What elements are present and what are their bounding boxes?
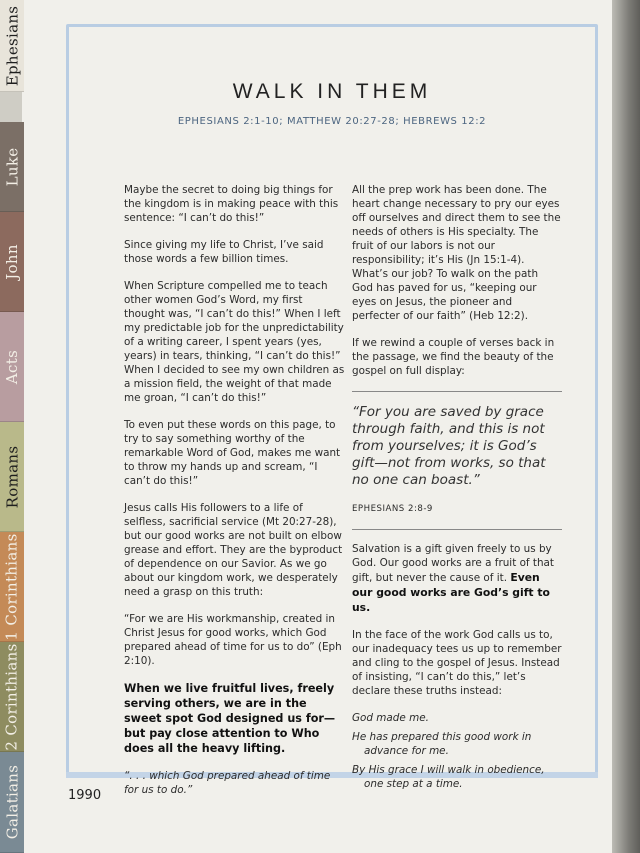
paragraph: If we rewind a couple of verses back in the passage, we find the beauty of the gospel on full display: (352, 337, 555, 377)
tab-galatians[interactable] (0, 752, 24, 853)
paragraph: In the face of the work God calls us to, our inadequacy tees us up to remember and cling to the gospel of Jesus. Instead of insisting, “I can’t do this,” let’s declare these truths instead: (352, 629, 562, 697)
declaration: He has prepared this good work in advance for me. (352, 731, 532, 757)
tab-john[interactable] (0, 212, 24, 312)
paragraph: “For we are His workmanship, created in Christ Jesus for good works, which God prepared ahead of time for us to do” (Eph 2:10). (124, 613, 342, 667)
tab-ephesians[interactable] (0, 0, 24, 92)
paragraph: To even put these words on this page, to try to say something worthy of the remarkable Word of God, makes me want to throw my hands up and scream, “I can’t do this!” (124, 419, 341, 487)
tab-label: 2 Corinthians (3, 642, 22, 751)
page-title: WALK IN THEM (232, 80, 432, 103)
paragraph: Maybe the secret to doing big things for the kingdom is in making peace with this sentence: “I can’t do this!” (124, 184, 339, 224)
tab-luke[interactable] (0, 122, 24, 212)
paragraph: Jesus calls His followers to a life of selfless, sacrificial service (Mt 20:27-28), but our good works are not built on elbow grease and effort. They are the byproduct of dependence on our Savior. As we go about our kingdom work, we desperately need a grasp on this truth: (124, 502, 343, 598)
left-column (124, 183, 346, 810)
right-column (352, 183, 562, 796)
tab-label: Luke (3, 147, 22, 186)
divider (352, 391, 562, 392)
emphasis-paragraph: When we live fruitful lives, freely serving others, we are in the sweet spot God designed us for—but pay close attention to Who does all the heavy lifting. (124, 682, 336, 755)
tab-label: Galatians (3, 764, 21, 840)
declaration: God made me. (352, 712, 429, 724)
page-number: 1990 (68, 788, 102, 803)
tab-label: Acts (3, 349, 22, 384)
paragraph (352, 542, 562, 615)
tab-1-corinthians[interactable] (0, 532, 24, 642)
thumb-index-tabs (0, 0, 24, 853)
paragraph-text: Salvation is a gift given freely to us by God. Our good works are a fruit of that gift, but never the cause of it. (352, 543, 554, 584)
tab-label: Romans (3, 445, 21, 508)
divider (352, 529, 562, 530)
emphasis-text: Even our good works are God’s gift to us. (352, 571, 550, 614)
quote-fragment: “. . . which God prepared ahead of time for us to do.” (124, 770, 331, 796)
tab-label: 1 Corinthians (3, 532, 22, 641)
pull-quote-reference: EPHESIANS 2:8-9 (352, 504, 433, 514)
page-edge-shadow (612, 0, 640, 853)
tab-label: Ephesians (3, 5, 21, 86)
paragraph: When Scripture compelled me to teach other women God’s Word, my first thought was, “I can’t do this!” When I left my predictable job for the unpredictability of a writing career, I spent years (yes, years) in tears, thinking, “I can’t do this!” When I decided to see my own children as a mission field, the weight of that made me groan, “I can’t do this!” (124, 280, 345, 404)
tab-2-corinthians[interactable] (0, 642, 24, 752)
pull-quote: “For you are saved by grace through faith, and this is not from yourselves; it is God’s gift—not from works, so that no one can boast.” (352, 404, 546, 488)
scripture-references: EPHESIANS 2:1-10; MATTHEW 20:27-28; HEBREWS 12:2 (177, 116, 487, 127)
tab-romans[interactable] (0, 422, 24, 532)
tab-label: John (3, 243, 22, 280)
truth-declarations (352, 711, 562, 791)
paragraph: All the prep work has been done. The heart change necessary to pry our eyes off ourselves and direct them to see the needs of others is His specialty. The fruit of our labors is not our responsibility; it’s His (Jn 15:1-4). What’s our job? To walk on the path God has paved for us, “keeping our eyes on Jesus, the pioneer and perfecter of our faith” (Heb 12:2). (352, 184, 561, 322)
declaration: By His grace I will walk in obedience, one step at a time. (352, 764, 545, 790)
paragraph: Since giving my life to Christ, I’ve said those words a few billion times. (124, 239, 324, 265)
tab-acts[interactable] (0, 312, 24, 422)
